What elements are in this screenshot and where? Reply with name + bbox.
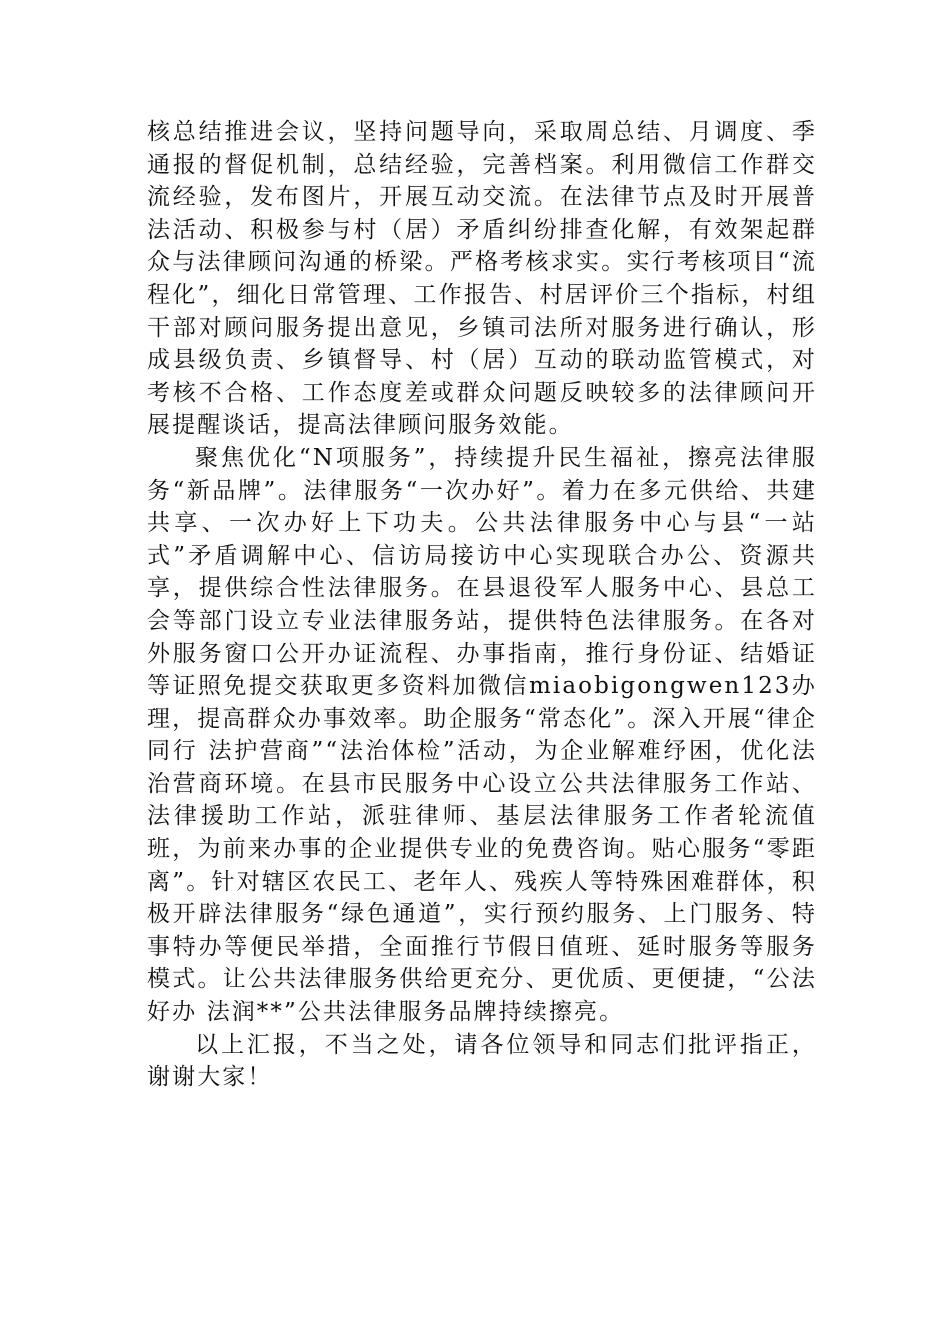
- paragraph-n-services: 聚焦优化“N项服务”，持续提升民生福祉，擦亮法律服务“新品牌”。法律服务“一次办好”。着力在多元供给、共建共享、一次办好上下功夫。公共法律服务中心与县“一站式”矛盾调解中心、信访局接访中心实现联合办公、资源共享，提供综合性法律服务。在县退役军人服务中心、县总工会等部门设立专业法律服务站，提供特色法律服务。在各对外服务窗口公开办证流程、办事指南，推行身份证、结婚证等证照免提交获取更多资料加微信miaobigongwen123办理，提高群众办事效率。助企服务“常态化”。深入开展“律企同行 法护营商”“法治体检”活动，为企业解难纾困，优化法治营商环境。在县市民服务中心设立公共法律服务工作站、法律援助工作站，派驻律师、基层法律服务工作者轮流值班，为前来办事的企业提供专业的免费咨询。贴心服务“零距离”。针对辖区农民工、老年人、残疾人等特殊困难群体，积极开辟法律服务“绿色通道”，实行预约服务、上门服务、特事特办等便民举措，全面推行节假日值班、延时服务等服务模式。让公共法律服务供给更充分、更优质、更便捷，“公法好办 法润**”公共法律服务品牌持续擦亮。: [147, 444, 817, 1026]
- paragraph-continued: 核总结推进会议，坚持问题导向，采取周总结、月调度、季通报的督促机制，总结经验，完善档案。利用微信工作群交流经验，发布图片，开展互动交流。在法律节点及时开展普法活动、积极参与村（居）矛盾纠纷排查化解，有效架起群众与法律顾问沟通的桥梁。严格考核求实。实行考核项目“流程化”，细化日常管理、工作报告、村居评价三个指标，村组干部对顾问服务提出意见，乡镇司法所对服务进行确认，形成县级负责、乡镇督导、村（居）互动的联动监管模式，对考核不合格、工作态度差或群众问题反映较多的法律顾问开展提醒谈话，提高法律顾问服务效能。: [147, 119, 817, 439]
- paragraph-closing: 以上汇报，不当之处，请各位领导和同志们批评指正，谢谢大家！: [147, 1031, 817, 1091]
- document-body: [147, 116, 817, 1094]
